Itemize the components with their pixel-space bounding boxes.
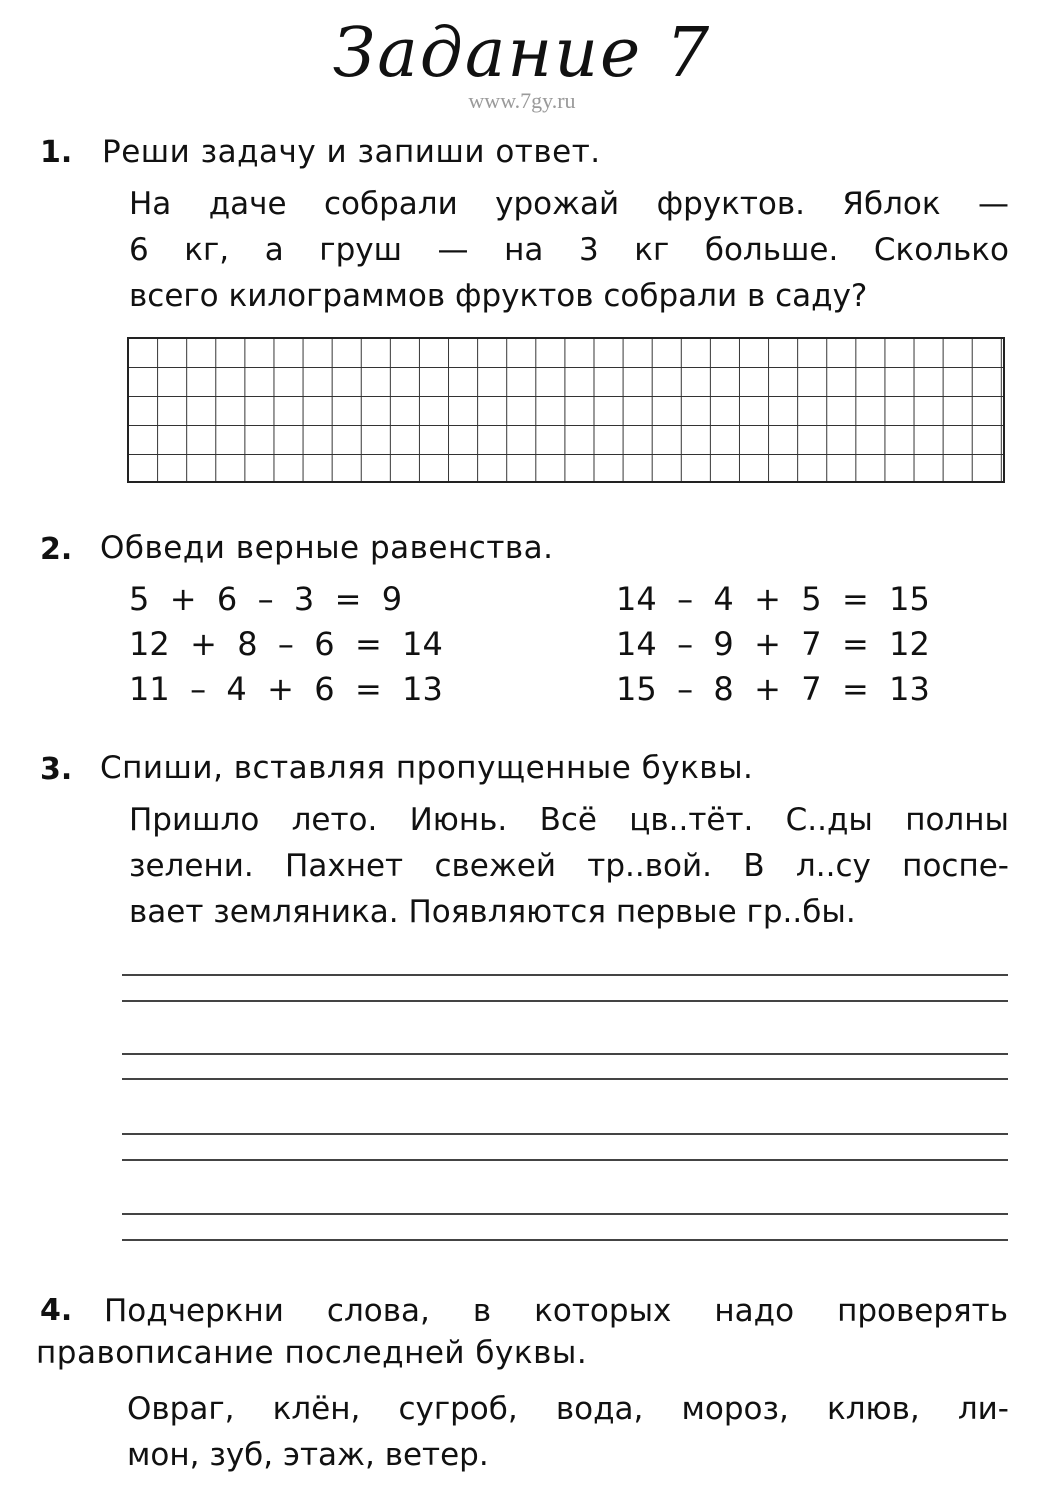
equations-right (616, 577, 930, 712)
task3-instruction: Спиши, вставляя пропущенные буквы. (100, 750, 754, 786)
task1-line: На даче собрали урожай фруктов. Яблок — (129, 186, 1009, 222)
task4-number: 4. (40, 1293, 73, 1328)
task3-line: Пришло лето. Июнь. Всё цв..тёт. С..ды полны (129, 802, 1009, 838)
task3-text (129, 797, 1009, 935)
task2-number: 2. (40, 532, 73, 567)
equation[interactable]: 11 – 4 + 6 = 13 (129, 670, 443, 708)
task4-instruction (104, 1288, 1008, 1334)
task3-number: 3. (40, 752, 73, 787)
writing-line (122, 1133, 1008, 1135)
task4-instruction-line: Подчеркни слова, в которых надо проверять (104, 1293, 1008, 1329)
task1-instruction: Реши задачу и запиши ответ. (102, 134, 601, 170)
task3-line: зелени. Пахнет свежей тр..вой. В л..су поспе- (129, 848, 1009, 884)
task3-line: вает земляника. Появляются первые гр..бы. (129, 894, 856, 930)
equations-left (129, 577, 443, 712)
task1-problem (129, 181, 1009, 319)
equation[interactable]: 15 – 8 + 7 = 13 (616, 670, 930, 708)
watermark: www.7gy.ru (468, 88, 576, 113)
writing-line (122, 1000, 1008, 1002)
writing-line (122, 1078, 1008, 1080)
writing-line (122, 974, 1008, 976)
answer-grid[interactable] (127, 337, 1005, 483)
task1-line: 6 кг, а груш — на 3 кг больше. Сколько (129, 232, 1009, 268)
equation[interactable]: 14 – 9 + 7 = 12 (616, 625, 930, 663)
page-title: Задание 7 (332, 14, 712, 93)
writing-line (122, 1213, 1008, 1215)
task2-instruction: Обведи верные равенства. (100, 530, 554, 566)
task4-line[interactable]: Овраг, клён, сугроб, вода, мороз, клюв, ли- (127, 1391, 1009, 1427)
writing-line (122, 1053, 1008, 1055)
task1-number: 1. (40, 135, 73, 170)
equation[interactable]: 14 – 4 + 5 = 15 (616, 580, 930, 618)
equation[interactable]: 5 + 6 – 3 = 9 (129, 580, 403, 618)
task4-line[interactable]: мон, зуб, этаж, ветер. (127, 1437, 489, 1473)
equation[interactable]: 12 + 8 – 6 = 14 (129, 625, 443, 663)
task4-words (127, 1386, 1009, 1478)
task1-line: всего килограммов фруктов собрали в саду? (129, 278, 868, 314)
task4-instruction-line: правописание последней буквы. (36, 1335, 588, 1371)
writing-line (122, 1239, 1008, 1241)
writing-line (122, 1159, 1008, 1161)
